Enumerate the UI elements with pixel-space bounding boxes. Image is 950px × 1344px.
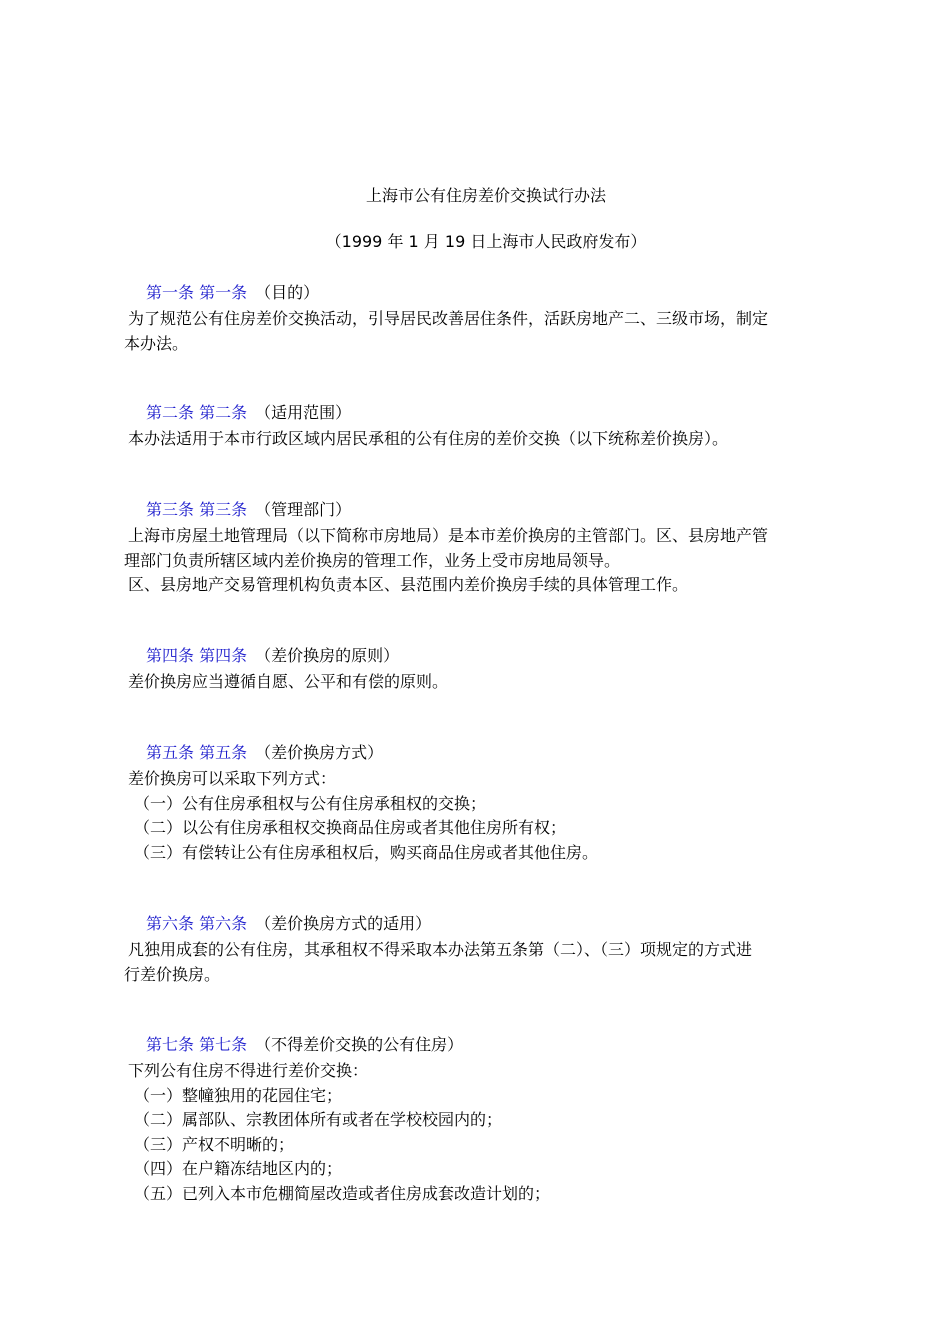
article-4 xyxy=(124,644,836,695)
article-number-link[interactable]: 第一条 xyxy=(146,283,195,302)
article-line: 本办法适用于本市行政区域内居民承租的公有住房的差价交换（以下统称差价换房）。 xyxy=(128,429,729,448)
article-line: 上海市房屋土地管理局（以下简称市房地局）是本市差价换房的主管部门。区、县房地产管 xyxy=(128,526,769,545)
article-5 xyxy=(124,741,836,865)
list-item: （五）已列入本市危棚简屋改造或者住房成套改造计划的； xyxy=(134,1183,551,1203)
list-item: （三）有偿转让公有住房承租权后，购买商品住房或者其他住房。 xyxy=(134,842,599,862)
article-anchor-link[interactable]: 第三条 xyxy=(199,500,248,519)
document-title: 上海市公有住房差价交换试行办法 xyxy=(365,186,606,205)
article-line: 差价换房可以采取下列方式： xyxy=(128,769,337,788)
article-line: 理部门负责所辖区域内差价换房的管理工作，业务上受市房地局领导。 xyxy=(124,550,621,570)
article-3 xyxy=(124,498,836,598)
article-anchor-link[interactable]: 第五条 xyxy=(199,743,248,762)
article-number-link[interactable]: 第七条 xyxy=(146,1035,195,1054)
article-heading xyxy=(124,741,836,765)
article-anchor-link[interactable]: 第四条 xyxy=(199,646,248,665)
list-item: （一）整幢独用的花园住宅； xyxy=(134,1085,343,1105)
article-heading xyxy=(124,498,836,522)
article-topic: （不得差价交换的公有住房） xyxy=(255,1035,464,1054)
article-7 xyxy=(124,1033,836,1206)
list-item: （二）以公有住房承租权交换商品住房或者其他住房所有权； xyxy=(134,818,567,837)
article-6 xyxy=(124,912,836,987)
article-heading xyxy=(124,281,836,305)
article-line: 行差价换房。 xyxy=(124,964,221,984)
article-2 xyxy=(124,401,836,452)
article-anchor-link[interactable]: 第一条 xyxy=(199,283,248,302)
article-topic: （差价换房方式） xyxy=(255,743,384,762)
article-line: 为了规范公有住房差价交换活动，引导居民改善居住条件，活跃房地产二、三级市场，制定 xyxy=(128,309,769,328)
article-topic: （差价换房方式的适用） xyxy=(255,914,432,933)
article-heading xyxy=(124,401,836,425)
article-number-link[interactable]: 第四条 xyxy=(146,646,195,665)
document-subtitle: （1999 年 1 月 19 日上海市人民政府发布） xyxy=(325,232,647,251)
article-heading xyxy=(124,644,836,668)
article-topic: （目的） xyxy=(255,283,320,302)
article-number-link[interactable]: 第二条 xyxy=(146,403,195,422)
article-topic: （管理部门） xyxy=(255,500,352,519)
article-anchor-link[interactable]: 第二条 xyxy=(199,403,248,422)
article-anchor-link[interactable]: 第六条 xyxy=(199,914,248,933)
article-topic: （差价换房的原则） xyxy=(255,646,400,665)
article-line: 凡独用成套的公有住房，其承租权不得采取本办法第五条第（二）、（三）项规定的方式进 xyxy=(128,940,753,959)
list-item: （一）公有住房承租权与公有住房承租权的交换； xyxy=(134,793,487,813)
article-1 xyxy=(124,281,836,356)
article-topic: （适用范围） xyxy=(255,403,352,422)
article-line: 本办法。 xyxy=(124,333,189,353)
article-heading xyxy=(124,1033,836,1057)
list-item: （三）产权不明晰的； xyxy=(134,1134,295,1154)
article-number-link[interactable]: 第三条 xyxy=(146,500,195,519)
list-item: （四）在户籍冻结地区内的； xyxy=(134,1159,343,1178)
article-line: 差价换房应当遵循自愿、公平和有偿的原则。 xyxy=(128,672,449,691)
article-line: 区、县房地产交易管理机构负责本区、县范围内差价换房手续的具体管理工作。 xyxy=(128,575,689,594)
article-line: 下列公有住房不得进行差价交换： xyxy=(128,1061,369,1080)
article-number-link[interactable]: 第五条 xyxy=(146,743,195,762)
article-heading xyxy=(124,912,836,936)
article-anchor-link[interactable]: 第七条 xyxy=(199,1035,248,1054)
list-item: （二）属部队、宗教团体所有或者在学校校园内的； xyxy=(134,1110,503,1129)
article-number-link[interactable]: 第六条 xyxy=(146,914,195,933)
